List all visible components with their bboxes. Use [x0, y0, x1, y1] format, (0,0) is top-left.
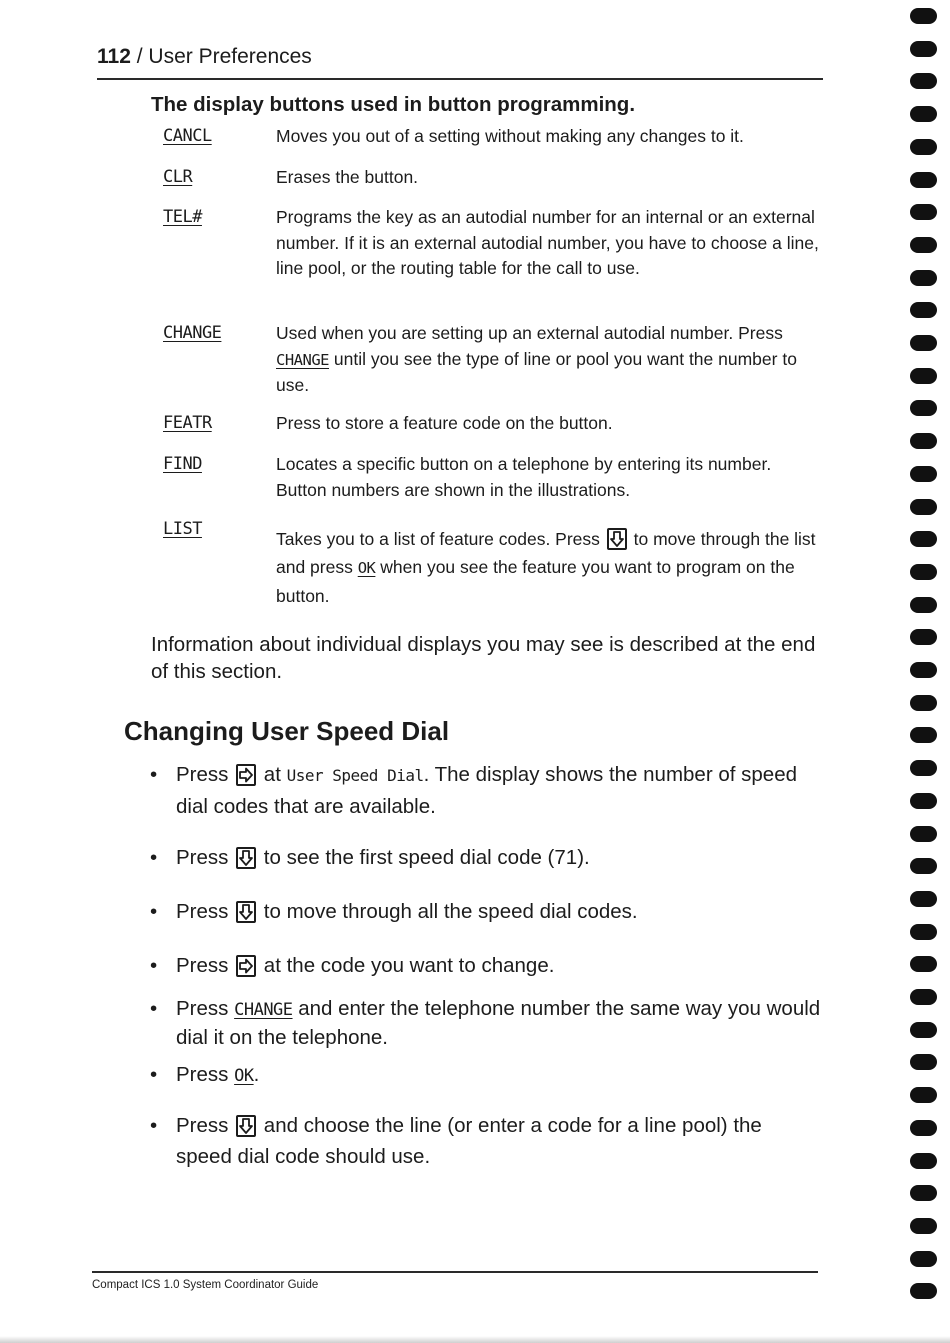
button-key: TEL#	[163, 207, 202, 227]
step-text-part: and choose the line (or enter a code for a line pool) the speed dial code should use.	[176, 1114, 762, 1168]
inline-key-change: CHANGE	[276, 350, 329, 369]
binding-hole	[910, 139, 937, 155]
step-text-part: Press	[176, 1063, 235, 1086]
step-text-part: Press	[176, 954, 235, 977]
button-key: CHANGE	[163, 323, 222, 343]
button-description: Press to store a feature code on the button.	[276, 413, 613, 433]
page-edge-shadow	[0, 1336, 950, 1343]
binding-hole	[910, 237, 937, 253]
right-arrow-key-icon	[236, 764, 256, 786]
step-text-part: to see the first speed dial code (71).	[258, 846, 590, 869]
display-text: User Speed Dial	[286, 766, 424, 785]
description-text: Takes you to a list of feature codes. Press	[276, 529, 605, 549]
step-text	[176, 1059, 821, 1092]
description-text: when you see the feature you want to program on the button.	[276, 557, 795, 606]
binding-hole	[910, 531, 937, 547]
binding-hole	[910, 73, 937, 89]
button-key: FIND	[163, 454, 202, 474]
binding-hole	[910, 695, 937, 711]
binding-hole	[910, 8, 937, 24]
binding-hole	[910, 989, 937, 1005]
description-text: Used when you are setting up an external autodial number. Press	[276, 323, 783, 343]
down-arrow-key-icon	[236, 901, 256, 923]
binding-hole	[910, 499, 937, 515]
step-text-part: at	[258, 763, 287, 786]
binding-hole	[910, 826, 937, 842]
binding-hole	[910, 1153, 937, 1169]
binding-hole	[910, 368, 937, 384]
binding-hole	[910, 400, 937, 416]
bullet: •	[150, 1114, 158, 1137]
binding-hole	[910, 335, 937, 351]
step-text	[176, 842, 821, 873]
inline-key-ok: OK	[234, 1066, 254, 1086]
button-key: LIST	[163, 519, 202, 539]
binding-hole	[910, 1087, 937, 1103]
page-number: 112	[97, 45, 131, 68]
step-text-part: . The display shows the number of speed dial codes that are available.	[176, 763, 798, 818]
step-text	[176, 1110, 821, 1172]
button-description: Erases the button.	[276, 167, 419, 187]
header-section: User Preferences	[148, 45, 312, 68]
binding-hole	[910, 466, 937, 482]
bullet: •	[150, 900, 158, 923]
binding-hole	[910, 597, 937, 613]
binding-hole	[910, 204, 937, 220]
step-text-part: at the code you want to change.	[258, 954, 555, 977]
button-description: Moves you out of a setting without making any changes to it.	[276, 126, 744, 146]
binding-hole	[910, 956, 937, 972]
footer-text: Compact ICS 1.0 System Coordinator Guide	[92, 1279, 319, 1291]
binding-hole	[910, 270, 937, 286]
bullet: •	[150, 954, 158, 977]
right-arrow-key-icon	[236, 955, 256, 977]
button-table-title: The display buttons used in button programming.	[151, 93, 636, 116]
info-paragraph: Information about individual displays you may see is described at the end of this section.	[151, 633, 816, 683]
bullet: •	[150, 846, 158, 869]
step-text	[176, 759, 821, 822]
binding-hole	[910, 172, 937, 188]
binding-hole	[910, 41, 937, 57]
step-text-part: Press	[176, 846, 235, 869]
bullet: •	[150, 997, 158, 1020]
binding-hole	[910, 1218, 937, 1234]
binding-hole	[910, 924, 937, 940]
description-text: until you see the type of line or pool you want the number to use.	[276, 348, 797, 395]
binding-hole	[910, 727, 937, 743]
down-arrow-key-icon	[607, 528, 627, 550]
footer-rule	[92, 1271, 818, 1273]
binding-hole	[910, 793, 937, 809]
down-arrow-key-icon	[236, 1115, 256, 1137]
bullet: •	[150, 763, 158, 786]
binding-hole	[910, 858, 937, 874]
step-text-part: to move through all the speed dial codes.	[258, 900, 638, 923]
description-text: to move through the list and press	[276, 529, 816, 577]
binding-hole	[910, 302, 937, 318]
running-header	[97, 45, 312, 69]
binding-hole	[910, 106, 937, 122]
step-text-part: Press	[176, 900, 235, 923]
binding-hole	[910, 1120, 937, 1136]
step-text-part: Press	[176, 997, 235, 1020]
binding-hole	[910, 1251, 937, 1267]
binding-hole	[910, 1185, 937, 1201]
step-text	[176, 995, 821, 1051]
step-text-part: Press	[176, 763, 235, 786]
button-key: CLR	[163, 167, 193, 187]
button-description	[276, 525, 821, 610]
binding-hole	[910, 629, 937, 645]
button-description	[276, 321, 821, 399]
inline-key-ok: OK	[357, 559, 376, 577]
binding-hole	[910, 433, 937, 449]
button-key: FEATR	[163, 413, 212, 433]
binding-hole	[910, 564, 937, 580]
binding-hole	[910, 1054, 937, 1070]
inline-key-change: CHANGE	[234, 1000, 293, 1020]
header-rule	[97, 78, 823, 80]
binding-hole	[910, 760, 937, 776]
down-arrow-key-icon	[236, 847, 256, 869]
binding-hole	[910, 1283, 937, 1299]
step-text	[176, 950, 821, 981]
step-text-part: and enter the telephone number the same way you would dial it on the telephone.	[176, 997, 821, 1049]
binding-hole	[910, 1022, 937, 1038]
button-key: CANCL	[163, 126, 212, 146]
button-description: Programs the key as an autodial number for an internal or an external number. If it is an external autodial number, you have to choose a line, line pool, or the routing table for the call to use.	[276, 207, 819, 278]
header-separator: /	[130, 45, 149, 68]
step-text	[176, 896, 821, 927]
section-heading: Changing User Speed Dial	[124, 716, 450, 746]
button-description: Locates a specific button on a telephone by entering its number. Button numbers are shown in the illustrations.	[276, 454, 772, 500]
bullet: •	[150, 1063, 158, 1086]
binding-hole	[910, 891, 937, 907]
step-text-part: Press	[176, 1114, 235, 1137]
spiral-binding	[910, 0, 950, 1343]
step-text-part: .	[253, 1063, 260, 1086]
binding-hole	[910, 662, 937, 678]
